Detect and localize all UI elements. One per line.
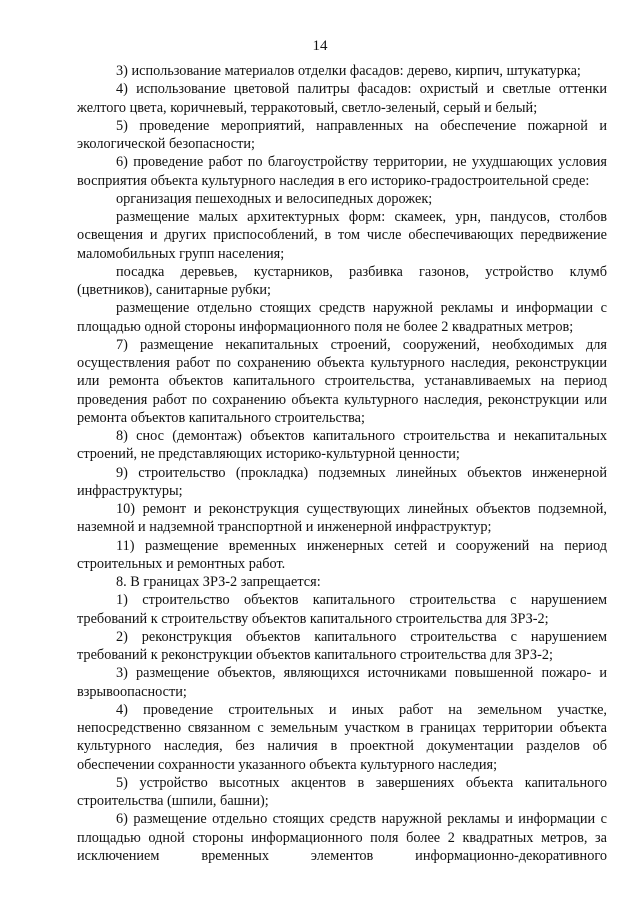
paragraph-item-10: 10) ремонт и реконструкция существующих линейных объектов подземной, наземной и надземной транспортной и инженерной инфраструктур; bbox=[77, 501, 607, 536]
paragraph-item-3: 3) использование материалов отделки фасадов: дерево, кирпич, штукатурка; bbox=[116, 63, 581, 79]
paragraph-sub-advertising: размещение отдельно стоящих средств наружной рекламы и информации с площадью одной стороны информационного поля не более 2 квадратных метров; bbox=[77, 300, 607, 335]
paragraph-item-9: 9) строительство (прокладка) подземных линейных объектов инженерной инфраструктуры; bbox=[77, 464, 607, 499]
paragraph-prohibit-1: 1) строительство объектов капитального строительства с нарушением требований к строительству объектов капитального строительства для ЗРЗ-2; bbox=[77, 592, 607, 627]
section-heading-zrz2: 8. В границах ЗРЗ-2 запрещается: bbox=[116, 574, 321, 590]
paragraph-prohibit-6: 6) размещение отдельно стоящих средств наружной рекламы и информации с площадью одной стороны информационного поля более 2 квадратных метров, за исключением временных элементов информационно-декоративного bbox=[77, 811, 607, 864]
paragraph-item-8: 8) снос (демонтаж) объектов капитального строительства и некапитальных строений, не представляющих историко-культурной ценности; bbox=[77, 428, 607, 463]
paragraph-item-6: 6) проведение работ по благоустройству территории, не ухудшающих условия восприятия объекта культурного наследия в его историко-градостроительной среде: bbox=[77, 154, 607, 189]
paragraph-item-4: 4) использование цветовой палитры фасадов: охристый и светлые оттенки желтого цвета, коричневый, терракотовый, светло-зеленый, серый и белый; bbox=[77, 81, 607, 116]
paragraph-prohibit-4: 4) проведение строительных и иных работ на земельном участке, непосредственно связанном с земельным участком в границах территории объекта культурного наследия, без наличия в проектной документации разделов об обеспечении сохранности указанного объекта культурного наследия; bbox=[77, 701, 607, 773]
page-number: 14 bbox=[312, 38, 328, 54]
paragraph-item-7: 7) размещение некапитальных строений, сооружений, необходимых для осуществления работ по сохранению объекта культурного наследия, реконструкции или ремонта объектов капитального строительства, устанавливаемых на период проведения работ по сохранению объекта культурного наследия, реконструкции или ремонта объектов капитального строительства; bbox=[77, 336, 607, 426]
paragraph-prohibit-3: 3) размещение объектов, являющихся источниками повышенной пожаро- и взрывоопасности; bbox=[77, 665, 607, 700]
paragraph-sub-small-forms: размещение малых архитектурных форм: скамеек, урн, пандусов, столбов освещения и других приспособлений, в том числе обеспечивающих передвижение маломобильных групп населения; bbox=[77, 209, 607, 262]
paragraph-sub-paths: организация пешеходных и велосипедных дорожек; bbox=[116, 190, 433, 207]
paragraph-item-5: 5) проведение мероприятий, направленных на обеспечение пожарной и экологической безопасности; bbox=[77, 117, 607, 152]
paragraph-prohibit-5: 5) устройство высотных акцентов в завершениях объекта капитального строительства (шпили, башни); bbox=[77, 774, 607, 809]
paragraph-prohibit-2: 2) реконструкция объектов капитального строительства с нарушением требований к реконструкции объектов капитального строительства для ЗРЗ-2; bbox=[77, 628, 607, 663]
paragraph-item-11: 11) размещение временных инженерных сетей и сооружений на период строительных и ремонтных работ. bbox=[77, 537, 607, 572]
document-body bbox=[77, 62, 607, 865]
paragraph-sub-planting: посадка деревьев, кустарников, разбивка газонов, устройство клумб (цветников), санитарные рубки; bbox=[77, 263, 607, 298]
